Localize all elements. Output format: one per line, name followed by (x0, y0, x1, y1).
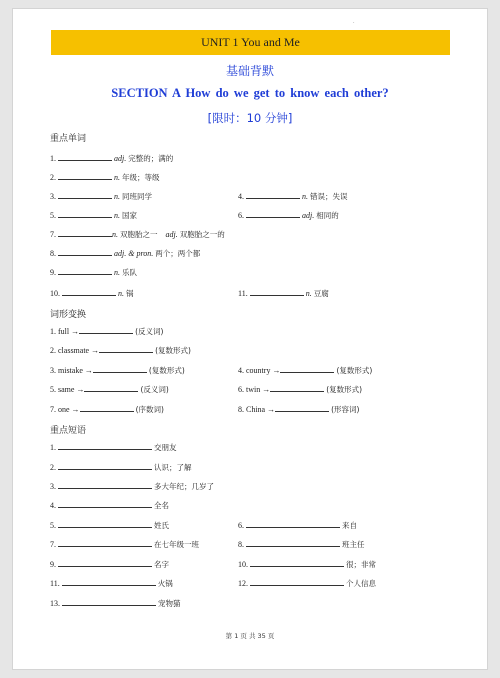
form-item: 2. classmate → (复数形式) (50, 346, 191, 355)
phrase-item: 11. 火锅 (50, 579, 173, 588)
form-item: 7. one → (序数词) (50, 405, 164, 414)
phrase-item: 10. 很；非常 (238, 560, 376, 569)
word-item: 2. n. 年级；等级 (50, 173, 160, 182)
word-item: 8. adj. & pron. 两个；两个都 (50, 249, 201, 258)
document-page (12, 8, 488, 670)
form-item: 6. twin → (复数形式) (238, 385, 363, 394)
word-item: 4. n. 错误；失误 (238, 192, 348, 201)
word-item: 10. n. 锅 (50, 289, 134, 298)
phrase-item: 2. 认识；了解 (50, 463, 192, 472)
word-item: 1. adj. 完整的；满的 (50, 154, 174, 163)
page-dot: . (353, 19, 355, 25)
word-item: 3. n. 同班同学 (50, 192, 152, 201)
phrase-item: 4. 全名 (50, 501, 169, 510)
phrase-item: 13. 宠物猫 (50, 599, 181, 608)
heading-cn: 基础背默 (225, 64, 274, 78)
phrase-item: 5. 姓氏 (50, 521, 169, 530)
phrase-item: 6. 来自 (238, 521, 357, 530)
section-heading-forms: 词形变换 (50, 310, 87, 320)
time-limit: [限时：10 分钟] (207, 111, 293, 125)
word-item: 6. adj. 相同的 (238, 211, 339, 220)
form-item: 3. mistake → (复数形式) (50, 366, 185, 375)
phrase-item: 12. 个人信息 (238, 579, 376, 588)
word-item: 9. n. 乐队 (50, 268, 137, 277)
form-item: 1. full → (反义词) (50, 327, 164, 336)
section-heading-words: 重点单词 (50, 134, 87, 144)
form-item: 4. country → (复数形式) (238, 366, 373, 375)
phrase-item: 8. 班主任 (238, 540, 365, 549)
phrase-item: 3. 多大年纪；几岁了 (50, 482, 214, 491)
word-item: 5. n. 国家 (50, 211, 137, 220)
word-item: 11. n. 豆腐 (238, 289, 329, 298)
phrase-item: 1. 交朋友 (50, 443, 177, 452)
section-heading-phrases: 重点短语 (50, 426, 87, 436)
phrase-item: 7. 在七年级一班 (50, 540, 199, 549)
section-title: SECTION A How do we get to know each other? (111, 86, 389, 100)
page-footer: 第 1 页 共 35 页 (225, 632, 275, 640)
phrase-item: 9. 名字 (50, 560, 169, 569)
word-item: 7. n. 双胞胎之一 adj. 双胞胎之一的 (50, 230, 225, 239)
form-item: 5. same → (反义词) (50, 385, 169, 394)
unit-banner: UNIT 1 You and Me (51, 30, 450, 55)
form-item: 8. China → (形容词) (238, 405, 360, 414)
